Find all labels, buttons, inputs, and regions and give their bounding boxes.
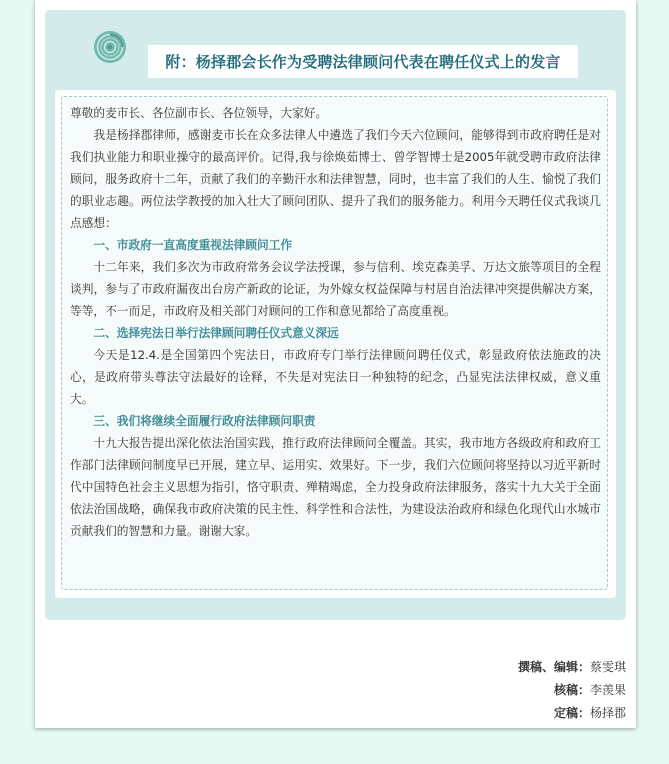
intro-paragraph: 我是杨择郡律师，感谢麦市长在众多法律人中遴选了我们今天六位顾问，能够得到市政府聘任是对我们执业能力和职业操守的最高评价。记得,我与徐焕茹博士、曾学智博士是2005年就受聘市政府法律顾问，服务政府十二年，贡献了我们的辛勤汗水和法律智慧，同时，也丰富了我们的人生、愉悦了我们的职业志趣。两位法学教授的加入壮大了顾问团队、提升了我们的服务能力。利用今天聘任仪式我谈几点感想：	[70, 128, 601, 230]
section-heading-3: 三、我们将继续全面履行政府法律顾问职责	[93, 414, 316, 428]
speech-body	[61, 96, 608, 590]
section-paragraph-1: 十二年来，我们多次为市政府常务会议学法授课，参与信利、埃克森美孚、万达文旅等项目的全程谈判，参与了市政府漏夜出台房产新政的论证，为外嫁女权益保障与村居自治法律冲突提供解决方案，等等，不一而足，市政府及相关部门对顾问的工作和意见都给了高度重视。	[70, 260, 601, 318]
speech-title: 附：杨择郡会长作为受聘法律顾问代表在聘任仪式上的发言	[148, 45, 578, 78]
credits-block	[518, 656, 626, 725]
credit-line-reviewer: 核稿：李羡果	[553, 683, 626, 697]
speech-content-card	[55, 90, 616, 598]
spiral-shell-icon	[93, 30, 127, 64]
credit-line-editor: 撰稿、编辑：蔡雯琪	[517, 660, 626, 674]
greeting-paragraph: 尊敬的麦市长、各位副市长、各位领导，大家好。	[70, 106, 328, 120]
section-paragraph-2: 今天是12.4.是全国第四个宪法日，市政府专门举行法律顾问聘任仪式，彰显政府依法施政的决心，是政府带头尊法守法最好的诠释，不失是对宪法日一种独特的纪念，凸显宪法法律权威，意义重大。	[70, 348, 601, 406]
section-heading-2: 二、选择宪法日举行法律顾问聘任仪式意义深远	[93, 326, 339, 340]
section-heading-1: 一、市政府一直高度重视法律顾问工作	[93, 238, 293, 252]
section-paragraph-3: 十九大报告提出深化依法治国实践，推行政府法律顾问全覆盖。其实，我市地方各级政府和政府工作部门法律顾问制度早已开展，建立早、运用实、效果好。下一步，我们六位顾问将坚持以习近平新时代中国特色社会主义思想为指引，恪守职责、殚精竭虑，全力投身政府法律服务，落实十九大关于全面依法治国战略，确保我市政府决策的民主性、科学性和合法性，为建设法治政府和绿色化现代山水城市贡献我们的智慧和力量。谢谢大家。	[70, 436, 601, 538]
speech-panel	[45, 10, 626, 620]
article-page	[35, 0, 636, 728]
credit-line-finalizer: 定稿：杨择郡	[553, 706, 626, 720]
